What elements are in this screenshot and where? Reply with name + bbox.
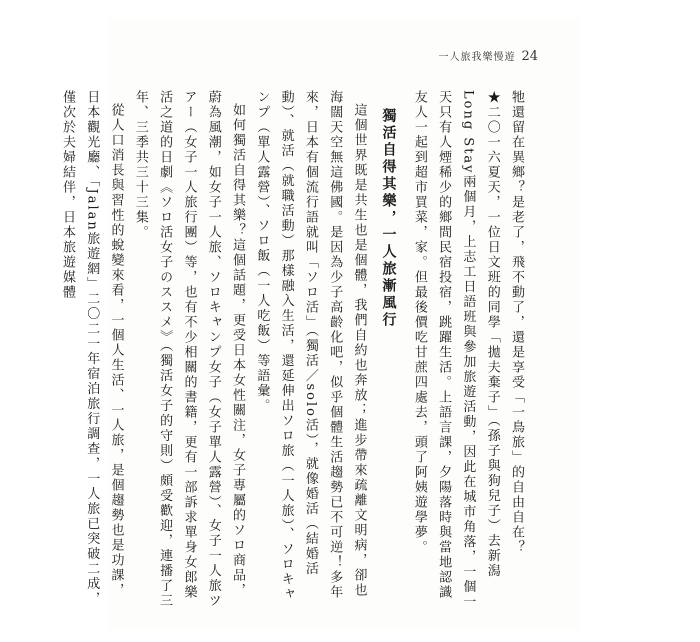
paragraph-2: ★二〇一六夏天，一位日文班的同學「拋夫棄子」（孫子與狗兒子）去新潟Long Stay兩個月，上志工日語班與參加旅遊活動，因此在城市角落，一個一天只有人煙稀少的鄉間民宿投宿，跳躍生活。上語言課，夕陽落時與當地認識友人一起到超市買菜，家。但最後價吃甘蔗四處去，頭了阿姨遊學夢。 [411,90,500,610]
running-header [108,48,538,64]
page-number: 24 [521,49,538,64]
running-title: 一人旅我樂慢遊 [438,52,516,63]
paragraph-5: 從人口消長與習性的蛻變來看，一個人生活、一人旅，是個趨勢也是功課，日本觀光廳、「Jalan旅遊網」二〇二一年宿泊旅行調查，一人旅已突破二成，僅次於夫婦結伴，日本旅遊媒體 [59,90,124,607]
paragraph-4: 如何獨活自得其樂？這個話題，更受日本女性關注，女子專屬的ソロ商品，蔚為風潮，如女子一人旅、ソロキャンプ女子（女子單人露營）、女子一人旅ツアー（女子一人旅行團）等，也有不少相關的書籍，更有一部訴求單身女郎樂活之道的日劇《ソロ活女子のススメ》（獨活女子的守則）頗受歡迎，連播了三年、三季共三十三集。 [132,90,246,609]
section-heading: 獨活自得其樂，一人旅漸風行 [380,108,397,329]
book-page [59,18,580,630]
paragraph-1: 牠還留在異鄉？是老了，飛不動了，還是享受「一鳥旅」的自由自在？ [509,90,524,555]
vertical-text-body [59,90,528,610]
paragraph-3: 這個世界既是共生也是個體，我們自約也奔放；進步帶來疏離文明病，卻也海闊天空無這佛國。是因為少子高齡化吧，似乎個體生活趨勢已不可逆！多年來，日本有個流行語就叫「ソロ活」（獨活／solo活），就像婚活（結婚活動）、就活（就職活動）那樣融入生活，還延伸出ソロ旅（一人旅）、ソロキャンプ（單人露營）、ソロ飯（一人吃飯）等語彙。 [254,90,367,602]
